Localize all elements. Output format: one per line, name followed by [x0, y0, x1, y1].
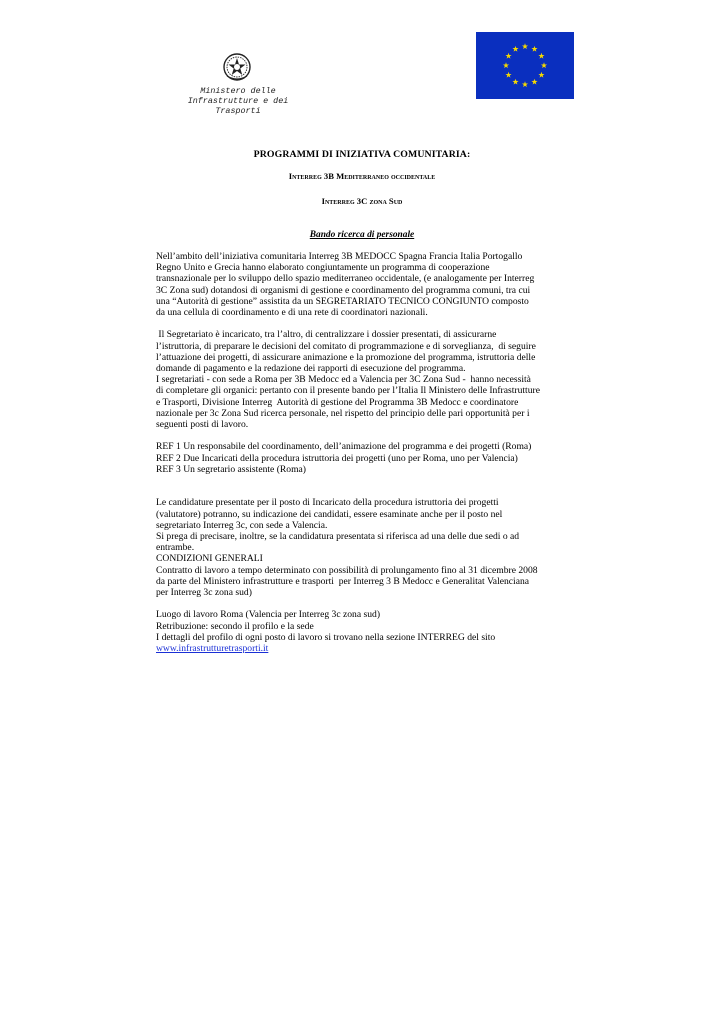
text-line: Le candidature presentate per il posto di Incaricato della procedura istruttoria dei progetti [156, 497, 499, 509]
text-line: e Trasporti, Divisione Interreg Autorità di gestione del Programma 3B Medocc e coordinatore [156, 396, 519, 408]
text-line: seguenti posti di lavoro. [156, 419, 249, 431]
bando-heading: Bando ricerca di personale [309, 230, 415, 240]
paragraph-candidature [156, 497, 576, 598]
eu-flag-icon [476, 32, 574, 99]
paragraph-intro [156, 251, 576, 318]
text-line: per Interreg 3c zona sud) [156, 587, 252, 599]
text-line: segretariato Interreg 3c, con sede a Valencia. [156, 519, 328, 531]
website-link[interactable]: www.infrastrutturetrasporti.it [156, 643, 269, 655]
text-line: l’attuazione dei progetti, di assicurare animazione e la promozione del programma, istruttoria delle [156, 351, 536, 363]
text-line: 3C Zona sud) dotandosi di organismi di gestione e coordinamento del programma comuni, tra cui [156, 284, 531, 296]
ministry-name [172, 87, 304, 116]
text-line: entrambe. [156, 542, 195, 554]
ministry-line: Ministero delle [200, 86, 276, 96]
text-line: Luogo di lavoro Roma (Valencia per Interreg 3c zona sud) [156, 609, 381, 621]
text-line: da una cellula di coordinamento e di una rete di coordinatori nazionali. [156, 307, 428, 319]
paragraph-luogo [156, 609, 576, 654]
page-title: PROGRAMMI DI INIZIATIVA COMUNITARIA: [253, 149, 471, 160]
text-line: Contratto di lavoro a tempo determinato con possibilità di prolungamento fino al 31 dicembre 2008 [156, 564, 538, 576]
text-line: una “Autorità di gestione” assistita da un SEGRETARIATO TECNICO CONGIUNTO composto [156, 295, 529, 307]
text-line: da parte del Ministero infrastrutture e trasporti per Interreg 3 B Medocc e Generalitat Valenciana [156, 575, 530, 587]
ministry-line: Infrastrutture e dei [187, 95, 289, 106]
text-line: Retribuzione: secondo il profilo e la sede [156, 620, 314, 632]
text-line: l’istruttoria, di preparare le decisioni del comitato di programmazione e di sorveglianza, di seguire [156, 340, 536, 352]
italian-republic-emblem-icon [222, 52, 252, 82]
ministry-line: Trasporti [215, 105, 261, 116]
text-line: nazionale per 3c Zona Sud ricerca personale, nel rispetto del principio delle pari opportunità per i [156, 407, 530, 419]
text-line: (valutatore) potranno, su indicazione dei candidati, essere esaminate anche per il posto nel [156, 508, 503, 520]
ref-item: REF 2 Due Incaricati della procedura istruttoria dei progetti (uno per Roma, uno per Valencia) [156, 452, 518, 464]
text-line: I dettagli del profilo di ogni posto di lavoro si trovano nella sezione INTERREG del sito [156, 631, 496, 643]
text-line: Il Segretariato è incaricato, tra l’altro, di centralizzare i dossier presentati, di assicurarne [156, 329, 497, 341]
text-line: Si prega di precisare, inoltre, se la candidatura presentata si riferisca ad una delle due sedi o ad [156, 531, 520, 543]
ref-item: REF 1 Un responsabile del coordinamento, dell’animazione del programma e dei progetti (Roma) [156, 441, 532, 453]
document-body [156, 251, 576, 654]
text-line: I segretariati - con sede a Roma per 3B Medocc ed a Valencia per 3C Zona Sud - hanno necessità [156, 374, 531, 386]
text-line: Regno Unito e Grecia hanno elaborato congiuntamente un programma di cooperazione [156, 262, 490, 274]
text-line: domande di pagamento e la redazione dei rapporti di esecuzione del programma. [156, 363, 466, 375]
ref-list [156, 441, 576, 475]
ref-item: REF 3 Un segretario assistente (Roma) [156, 463, 307, 475]
text-line: CONDIZIONI GENERALI [156, 553, 263, 565]
subtitle-interreg-3b: Interreg 3B Mediterraneo occidentale [288, 171, 436, 181]
text-line: transnazionale per lo sviluppo dello spazio mediterraneo occidentale, (e analogamente per Interreg [156, 273, 535, 285]
subtitle-interreg-3c: Interreg 3C zona Sud [321, 196, 403, 206]
text-line: Nell’ambito dell’iniziativa comunitaria Interreg 3B MEDOCC Spagna Francia Italia Portogallo [156, 251, 523, 262]
text-line: di completare gli organici: pertanto con il presente bando per l’Italia Il Ministero delle Infrastrutture [156, 385, 540, 397]
paragraph-segretariato [156, 329, 576, 430]
